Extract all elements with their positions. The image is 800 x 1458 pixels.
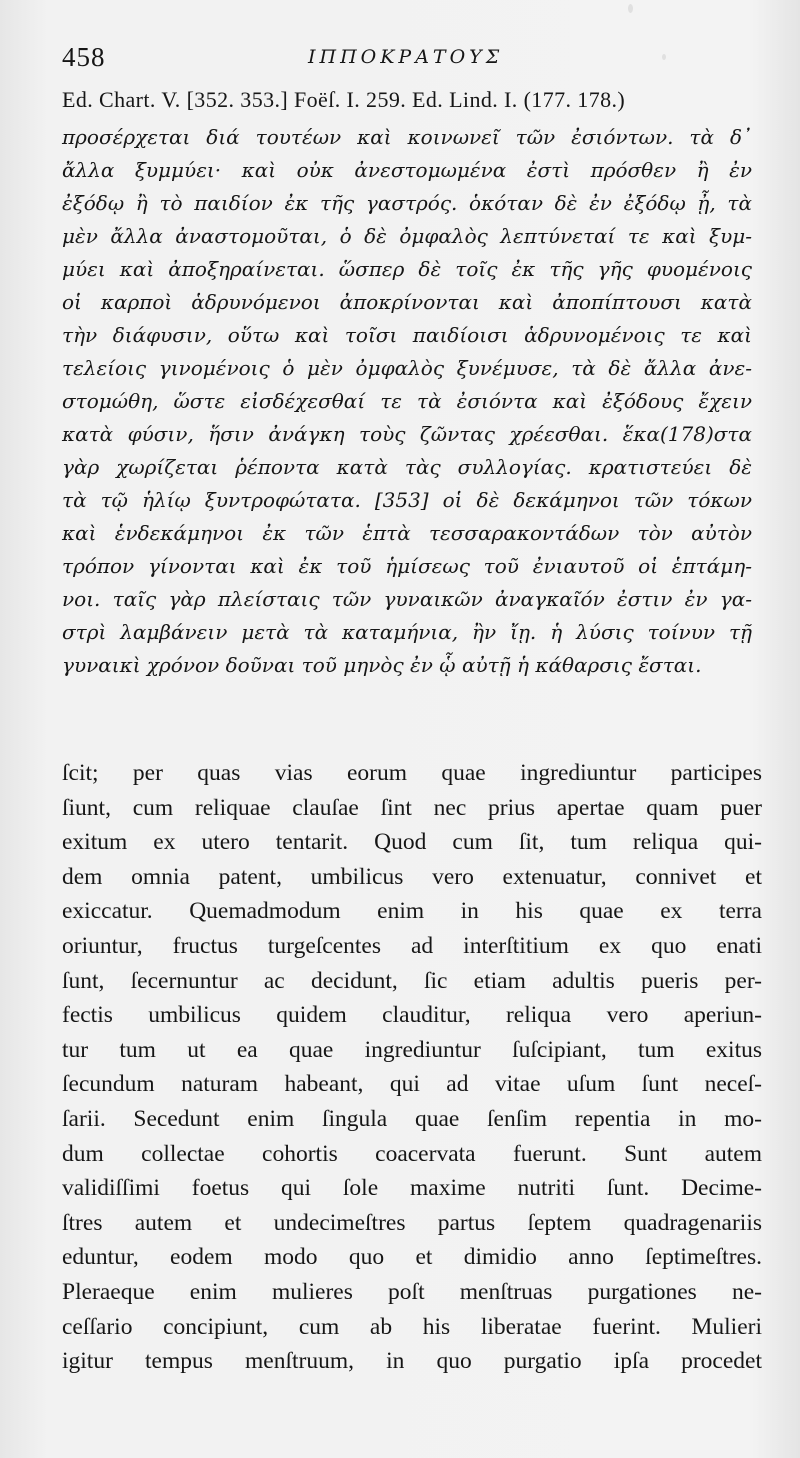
running-title: ΙΠΠΟΚΡΑΤΟΥΣ — [308, 46, 504, 68]
running-head — [62, 42, 742, 72]
greek-line: νοι. ταῖς γὰρ πλείσταις τῶν γυναικῶν ἀναγκαῖόν ἐστιν ἐν γα- — [62, 587, 752, 611]
greek-line: μύει καὶ ἀποξηραίνεται. ὥσπερ δὲ τοῖς ἐκ τῆς γῆς φυομένοις — [62, 257, 752, 281]
latin-text-block — [62, 756, 762, 1379]
latin-line: ſcit; per quas vias eorum quae ingrediuntur participes — [62, 760, 762, 786]
greek-line: τὴν διάφυσιν, οὕτω καὶ τοῖσι παιδίοισι ἁδρυνομένοις τε καὶ — [62, 323, 752, 347]
latin-line: exiccatur. Quemadmodum enim in his quae ex terra — [62, 898, 762, 925]
greek-line: κατὰ φύσιν, ἥσιν ἀνάγκη τοὺς ζῶντας χρέεσθαι. ἕκα(178)στα — [62, 422, 752, 446]
greek-line: ἄλλα ξυμμύει· καὶ οὐκ ἀνεστομωμένα ἐστὶ πρόσθεν ἢ ἐν — [62, 158, 752, 182]
greek-line: στομώθη, ὥστε εἰσδέχεσθαί τε τὰ ἐσιόντα καὶ ἐξόδους ἔχειν — [62, 389, 752, 413]
greek-line: οἱ καρποὶ ἁδρυνόμενοι ἀποκρίνονται καὶ ἀποπίπτουσι κατὰ — [62, 290, 752, 314]
greek-line: τὰ τῷ ἡλίῳ ξυντροφώτατα. [353] οἱ δὲ δεκάμηνοι τῶν τόκων — [62, 488, 752, 512]
latin-line: ceſſario concipiunt, cum ab his liberatae fuerint. Mulieri — [62, 1313, 762, 1340]
greek-line: γὰρ χωρίζεται ῥέποντα κατὰ τὰς συλλογίας. κρατιστεύει δὲ — [62, 455, 752, 479]
page-number: 458 — [62, 42, 106, 72]
latin-line: Pleraeque enim mulieres poſt menſtruas purgationes ne- — [62, 1278, 762, 1305]
latin-line: ſecundum naturam habeant, qui ad vitae uſum ſunt neceſ- — [62, 1071, 762, 1098]
latin-line: validiſſimi foetus qui ſole maxime nutriti ſunt. Decime- — [62, 1175, 762, 1202]
latin-line: ſtres autem et undecimeſtres partus ſeptem quadragenariis — [62, 1209, 762, 1236]
latin-line: dum collectae cohortis coacervata fuerunt. Sunt autem — [62, 1140, 762, 1167]
greek-line: τρόπον γίνονται καὶ ἐκ τοῦ ἡμίσεως τοῦ ἐνιαυτοῦ οἱ ἑπτάμη- — [62, 554, 752, 578]
greek-line: στρὶ λαμβάνειν μετὰ τὰ καταμήνια, ἢν ἴῃ. ἡ λύσις τοίνυν τῇ — [62, 620, 752, 644]
greek-line: μὲν ἄλλα ἀναστομοῦται, ὁ δὲ ὀμφαλὸς λεπτύνεταί τε καὶ ξυμ- — [62, 224, 752, 248]
latin-line: ſarii. Secedunt enim ſingula quae ſenſim repentia in mo- — [62, 1105, 762, 1132]
latin-line: dem omnia patent, umbilicus vero extenuatur, connivet et — [62, 863, 762, 890]
latin-line: igitur tempus menſtruum, in quo purgatio ipſa procedet — [62, 1348, 762, 1375]
latin-line: oriuntur, fructus turgeſcentes ad interſtitium ex quo enati — [62, 932, 762, 959]
greek-line: τελείοις γινομένοις ὁ μὲν ὀμφαλὸς ξυνέμυσε, τὰ δὲ ἄλλα ἀνε- — [62, 356, 752, 380]
greek-line: ἐξόδῳ ἢ τὸ παιδίον ἐκ τῆς γαστρός. ὁκόταν δὲ ἐν ἐξόδῳ ᾖ, τὰ — [62, 191, 752, 215]
greek-text-block — [62, 121, 752, 682]
latin-line: exitum ex utero tentarit. Quod cum ſit, tum reliqua qui- — [62, 829, 762, 856]
latin-line: ſunt, ſecernuntur ac decidunt, ſic etiam adultis pueris per- — [62, 967, 762, 994]
latin-line: ſiunt, cum reliquae clauſae ſint nec prius apertae quam puer — [62, 794, 762, 821]
greek-line: καὶ ἑνδεκάμηνοι ἐκ τῶν ἑπτὰ τεσσαρακοντάδων τὸν αὐτὸν — [62, 521, 752, 545]
latin-line: fectis umbilicus quidem clauditur, reliqua vero aperiun- — [62, 1002, 762, 1029]
edition-reference-line: Ed. Chart. V. [352. 353.] Foëſ. I. 259. Ed. Lind. I. (177. 178.) — [62, 87, 626, 112]
latin-line: tur tum ut ea quae ingrediuntur ſuſcipiant, tum exitus — [62, 1036, 762, 1063]
latin-line: eduntur, eodem modo quo et dimidio anno ſeptimeſtres. — [62, 1244, 762, 1271]
ink-speck — [628, 4, 633, 13]
greek-line: γυναικὶ χρόνον δοῦναι τοῦ μηνὸς ἐν ᾧ αὐτῇ ἡ κάθαρσις ἔσται. — [62, 653, 702, 677]
greek-line: προσέρχεται διά τουτέων καὶ κοινωνεῖ τῶν ἐσιόντων. τὰ δ᾽ — [62, 125, 752, 149]
